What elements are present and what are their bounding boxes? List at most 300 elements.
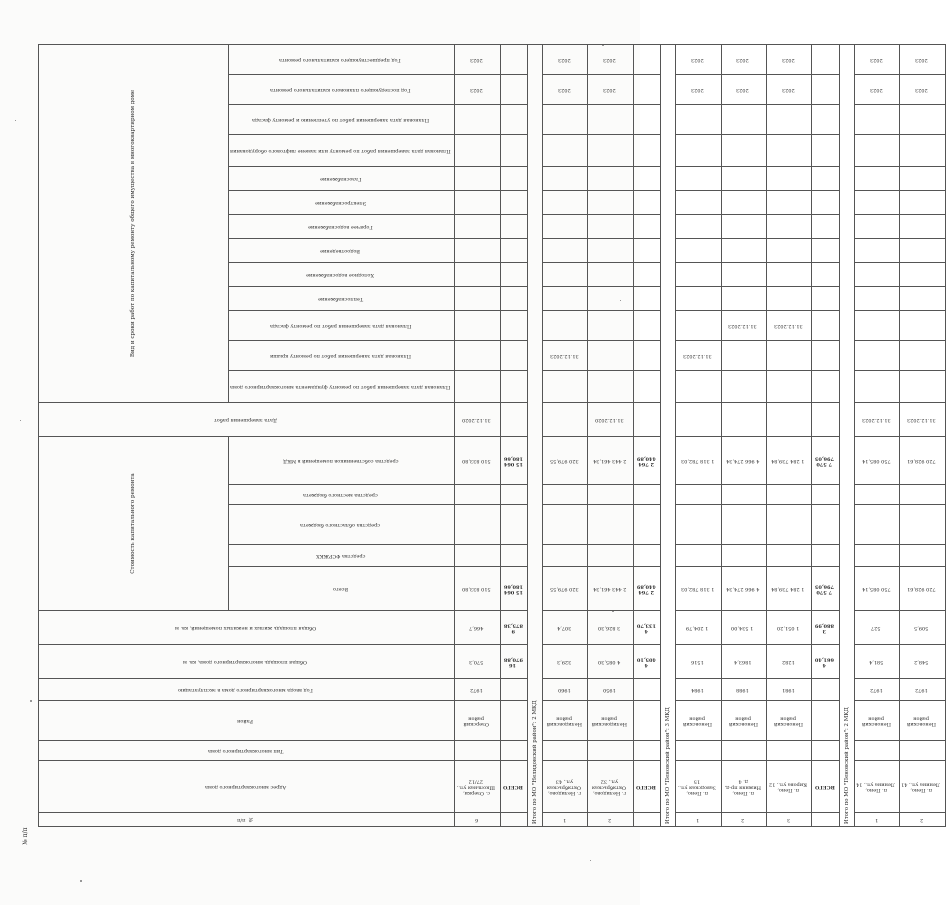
cell-living — [500, 611, 527, 645]
cell-s1 — [900, 286, 945, 310]
cell-w4 — [676, 134, 721, 166]
cell-no — [455, 813, 500, 827]
cell-s1 — [767, 286, 812, 310]
cell-facade — [676, 310, 721, 340]
cell-district — [900, 701, 945, 741]
cell-text: 1 534,00 — [731, 625, 754, 632]
col-cost-group: Стоимость капитального ремонта — [130, 473, 137, 574]
cell-text: 1 051,20 — [776, 625, 800, 632]
cell-y2 — [767, 44, 812, 74]
col-district: Район — [237, 718, 254, 725]
cell-roof — [633, 340, 660, 370]
col-s1: Теплоснабжение — [317, 296, 363, 303]
cell-no — [676, 813, 721, 827]
cell-text: ВСЕГО — [814, 784, 835, 791]
cell-w1 — [500, 370, 527, 402]
cell-s5 — [854, 190, 899, 214]
cell-text: 15 064 180,66 — [502, 455, 523, 468]
cell-done — [500, 402, 527, 436]
cell-facade — [633, 310, 660, 340]
cell-text: 2023 — [914, 87, 928, 94]
cell-w5 — [900, 104, 945, 134]
cell-w5 — [542, 104, 587, 134]
cell-owners — [721, 436, 766, 484]
cell-text: 548,2 — [914, 659, 929, 666]
cell-text: 31.12.2023 — [682, 353, 712, 360]
cell-s1 — [588, 286, 633, 310]
cell-text: 31.12.2023 — [906, 417, 936, 424]
col-fund: средства ФСРЖКХ — [315, 553, 366, 560]
cell-s6 — [676, 166, 721, 190]
cell-text: 1 284 739,84 — [771, 586, 805, 593]
cell-text: 2 443 461,34 — [592, 586, 627, 593]
cell-local — [676, 485, 721, 505]
cell-w5 — [500, 104, 527, 134]
cell-y2 — [676, 44, 721, 74]
cell-owners — [676, 436, 721, 484]
cell-text: 510 833,80 — [461, 458, 491, 465]
cell-s1 — [676, 286, 721, 310]
cell-y2 — [900, 44, 945, 74]
cell-w5 — [588, 104, 633, 134]
cell-s2 — [900, 262, 945, 286]
cell-text: 31.12.2023 — [549, 353, 579, 360]
cell-done — [721, 402, 766, 436]
cell-s1 — [542, 286, 587, 310]
cell-regional — [721, 505, 766, 545]
cell-address — [721, 761, 766, 813]
cell-y2 — [633, 44, 660, 74]
capital-repair-table — [38, 44, 946, 827]
cell-text: 16 970,88 — [502, 656, 523, 669]
cell-total — [767, 645, 812, 679]
cell-address — [900, 761, 945, 813]
cell-roof — [767, 340, 812, 370]
cell-cost — [900, 567, 945, 611]
cell-roof — [721, 340, 766, 370]
cell-w1 — [721, 370, 766, 402]
cell-owners — [900, 436, 945, 484]
col-living-area: Общая площадь жилых и нежилых помещений, кв. м — [174, 625, 316, 632]
cell-s2 — [542, 262, 587, 286]
cell-text: 329,3 — [556, 659, 572, 666]
cell-text: Нелидовский район — [591, 715, 628, 728]
cell-regional — [633, 505, 660, 545]
cell-s5 — [900, 190, 945, 214]
col-w5: Плановая дата завершения работ по утеплению и ремонту фасада — [251, 117, 429, 124]
cell-text: 7 570 796,05 — [814, 583, 835, 596]
cell-s3 — [900, 238, 945, 262]
cell-type — [633, 741, 660, 761]
cell-text: п. Пено, Заводская ул., 15 — [678, 778, 717, 797]
cell-s5 — [812, 190, 839, 214]
cell-text: 4 661,40 — [814, 656, 835, 669]
cell-fund — [854, 545, 899, 567]
cell-s6 — [633, 166, 660, 190]
cell-living — [588, 611, 633, 645]
page-number-label: № п/п — [22, 827, 29, 845]
cell-s5 — [500, 190, 527, 214]
cell-district — [542, 701, 587, 741]
cell-cost — [721, 567, 766, 611]
cell-text: 31.12.2023 — [773, 323, 803, 330]
cell-s6 — [721, 166, 766, 190]
cell-address — [767, 761, 812, 813]
cell-text: 1972 — [469, 687, 483, 694]
cell-text: 2023 — [690, 87, 704, 94]
cell-s2 — [455, 262, 500, 286]
cell-text: ВСЕГО — [502, 784, 523, 791]
cell-facade — [455, 310, 500, 340]
col-completion: Дата завершения работ — [213, 417, 277, 424]
cell-fund — [900, 545, 945, 567]
cell-text: 4 966 274,34 — [725, 458, 760, 465]
col-s6: Газоснабжение — [319, 176, 361, 183]
cell-text: 2023 — [781, 57, 795, 64]
cell-text: 510 833,80 — [461, 586, 491, 593]
cell-type — [500, 741, 527, 761]
cell-w1 — [767, 370, 812, 402]
cell-district — [455, 701, 500, 741]
cell-living — [812, 611, 839, 645]
cell-type — [455, 741, 500, 761]
cell-fund — [767, 545, 812, 567]
cell-s3 — [542, 238, 587, 262]
table-row — [588, 44, 633, 826]
group-label: Итого по МО "Нелидовский район": 2 МКД — [527, 44, 542, 826]
cell-no — [721, 813, 766, 827]
cell-total — [900, 645, 945, 679]
cell-fund — [633, 545, 660, 567]
cell-year — [900, 679, 945, 701]
cell-y1 — [633, 74, 660, 104]
cell-no — [542, 813, 587, 827]
cell-fund — [542, 545, 587, 567]
table-row — [676, 44, 721, 826]
cell-y1 — [676, 74, 721, 104]
cell-facade — [854, 310, 899, 340]
col-w1: Плановая дата завершения работ по ремонту фундамента многоквартирного дома — [230, 384, 451, 391]
cell-text: 3 826,30 — [598, 625, 621, 632]
col-cost-total: Всего — [332, 586, 348, 593]
cell-s5 — [721, 190, 766, 214]
cell-facade — [812, 310, 839, 340]
cell-text: с. Озерки, Школьная ул., 27/12 — [457, 778, 496, 797]
cell-y2 — [721, 44, 766, 74]
cell-w4 — [812, 134, 839, 166]
cell-s3 — [812, 238, 839, 262]
cell-address — [588, 761, 633, 813]
cell-roof — [812, 340, 839, 370]
cell-owners — [854, 436, 899, 484]
cell-no — [854, 813, 899, 827]
cell-s4 — [588, 214, 633, 238]
cell-local — [767, 485, 812, 505]
cell-s1 — [721, 286, 766, 310]
cell-text: 2 — [608, 817, 612, 824]
cell-w4 — [633, 134, 660, 166]
total-row — [633, 44, 660, 826]
cell-w4 — [900, 134, 945, 166]
cell-s6 — [812, 166, 839, 190]
cell-w1 — [900, 370, 945, 402]
cell-text: 750 085,14 — [861, 458, 891, 465]
cell-regional — [676, 505, 721, 545]
cell-text: г. Нелидово, Октябрьская ул., 32 — [592, 778, 627, 797]
cell-address — [676, 761, 721, 813]
cell-s1 — [455, 286, 500, 310]
cell-owners — [588, 436, 633, 484]
cell-text: 7 570 796,05 — [814, 455, 835, 468]
cell-w4 — [455, 134, 500, 166]
cell-w5 — [455, 104, 500, 134]
cell-text: 1981 — [781, 687, 795, 694]
cell-w5 — [721, 104, 766, 134]
cell-s6 — [542, 166, 587, 190]
cell-local — [500, 485, 527, 505]
cell-total — [500, 645, 527, 679]
cell-cost — [854, 567, 899, 611]
cell-text: Озерский район — [463, 715, 489, 728]
cell-living — [633, 611, 660, 645]
cell-facade — [542, 310, 587, 340]
cell-w5 — [633, 104, 660, 134]
cell-y2 — [455, 44, 500, 74]
cell-text: 1282 — [781, 659, 795, 666]
cell-y1 — [455, 74, 500, 104]
cell-text: 320 979,55 — [549, 586, 579, 593]
col-types-group: Вид и сроки работ по капитальному ремонту общего имущества в многоквартирном доме — [130, 89, 137, 358]
cell-y2 — [854, 44, 899, 74]
cell-w4 — [721, 134, 766, 166]
cell-text: 1 204,79 — [686, 625, 709, 632]
cell-text: Пеновский район — [728, 715, 758, 728]
cell-cost — [588, 567, 633, 611]
cell-total — [588, 645, 633, 679]
cell-year — [854, 679, 899, 701]
cell-s4 — [812, 214, 839, 238]
cell-text: 2023 — [869, 87, 883, 94]
col-w6: Год последующего планового капитального ремонта — [270, 87, 411, 94]
cell-fund — [588, 545, 633, 567]
cell-text: 15 064 180,66 — [502, 583, 523, 596]
cell-text: 509,5 — [914, 625, 929, 632]
cell-text: 9 875,38 — [502, 622, 523, 635]
cell-address — [633, 761, 660, 813]
cell-s3 — [588, 238, 633, 262]
table-row — [767, 44, 812, 826]
cell-local — [633, 485, 660, 505]
cell-text: 2023 — [602, 57, 616, 64]
cell-done — [900, 402, 945, 436]
cell-regional — [812, 505, 839, 545]
cell-year — [633, 679, 660, 701]
cell-type — [854, 741, 899, 761]
cell-text: 750 085,14 — [861, 586, 891, 593]
cell-y2 — [500, 44, 527, 74]
cell-text: 6 — [474, 817, 479, 824]
table-row — [455, 44, 500, 826]
cell-text: 1972 — [914, 687, 928, 694]
cell-text: Пеновский район — [861, 715, 891, 728]
cell-s6 — [767, 166, 812, 190]
cell-cost — [812, 567, 839, 611]
cell-address — [500, 761, 527, 813]
cell-s3 — [721, 238, 766, 262]
cell-w5 — [676, 104, 721, 134]
cell-text: 2023 — [914, 57, 928, 64]
group-row — [527, 44, 542, 826]
cell-s1 — [633, 286, 660, 310]
cell-s1 — [854, 286, 899, 310]
cell-w5 — [767, 104, 812, 134]
cell-w4 — [542, 134, 587, 166]
cell-text: 2023 — [781, 87, 795, 94]
cell-w4 — [588, 134, 633, 166]
cell-regional — [767, 505, 812, 545]
cell-cost — [676, 567, 721, 611]
cell-district — [767, 701, 812, 741]
col-total-area: Общая площадь многоквартирного дома, кв. м — [183, 659, 308, 666]
cell-local — [812, 485, 839, 505]
cell-text: п. Пено, Ленина ул., 41 — [901, 781, 941, 794]
cell-w1 — [633, 370, 660, 402]
cell-done — [767, 402, 812, 436]
cell-cost — [542, 567, 587, 611]
cell-roof — [900, 340, 945, 370]
cell-s4 — [500, 214, 527, 238]
cell-address — [812, 761, 839, 813]
cell-y2 — [812, 44, 839, 74]
cell-s6 — [455, 166, 500, 190]
cell-type — [721, 741, 766, 761]
cell-regional — [854, 505, 899, 545]
cell-s3 — [676, 238, 721, 262]
cell-s2 — [588, 262, 633, 286]
cell-text: 3 — [786, 817, 791, 824]
cell-s5 — [588, 190, 633, 214]
cell-s3 — [633, 238, 660, 262]
cell-s4 — [767, 214, 812, 238]
cell-text: 307,4 — [556, 625, 572, 632]
cell-district — [633, 701, 660, 741]
cell-type — [812, 741, 839, 761]
cell-facade — [900, 310, 945, 340]
cell-text: 1984 — [690, 687, 704, 694]
cell-text: 1 — [562, 817, 566, 824]
cell-roof — [500, 340, 527, 370]
cell-w4 — [500, 134, 527, 166]
cell-text: Пеновский район — [906, 715, 936, 728]
cell-type — [542, 741, 587, 761]
cell-s2 — [633, 262, 660, 286]
cell-text: 1950 — [602, 687, 616, 694]
cell-text: 2023 — [869, 57, 883, 64]
cell-s4 — [633, 214, 660, 238]
cell-text: 2023 — [469, 87, 483, 94]
cell-owners — [812, 436, 839, 484]
cell-owners — [633, 436, 660, 484]
cell-s1 — [812, 286, 839, 310]
cell-no — [767, 813, 812, 827]
cell-regional — [500, 505, 527, 545]
cell-regional — [900, 505, 945, 545]
cell-district — [854, 701, 899, 741]
cell-s4 — [721, 214, 766, 238]
cell-text: 2023 — [469, 57, 483, 64]
col-owners: средства собственников помещений в МКД — [282, 458, 399, 465]
cell-local — [588, 485, 633, 505]
cell-s3 — [455, 238, 500, 262]
cell-total — [854, 645, 899, 679]
cell-local — [900, 485, 945, 505]
cell-text: 1988 — [736, 687, 749, 694]
cell-local — [455, 485, 500, 505]
cell-text: 31.12.2023 — [861, 417, 891, 424]
cell-living — [900, 611, 945, 645]
col-w3: Плановая дата завершения работ по ремонту фасада — [269, 323, 412, 330]
cell-fund — [500, 545, 527, 567]
cell-w5 — [854, 104, 899, 134]
col-address: Адрес многоквартирного дома — [204, 784, 286, 791]
cell-local — [854, 485, 899, 505]
col-year: Год ввода многоквартирного дома в эксплуатацию — [177, 687, 313, 694]
cell-text: 2023 — [557, 57, 571, 64]
cell-s2 — [854, 262, 899, 286]
cell-fund — [676, 545, 721, 567]
cell-s4 — [542, 214, 587, 238]
cell-text: 720 928,61 — [906, 586, 936, 593]
cell-total — [812, 645, 839, 679]
cell-s5 — [455, 190, 500, 214]
cell-text: 1863,4 — [733, 659, 752, 666]
cell-roof — [455, 340, 500, 370]
col-s2: Холодное водоснабжение — [306, 272, 375, 279]
cell-text: 570,3 — [468, 659, 484, 666]
cell-y1 — [721, 74, 766, 104]
cell-district — [812, 701, 839, 741]
cell-s5 — [633, 190, 660, 214]
cell-facade — [721, 310, 766, 340]
cell-s2 — [767, 262, 812, 286]
cell-text: 3 880,99 — [814, 622, 835, 635]
cell-s5 — [767, 190, 812, 214]
cell-text: п. Пено, Нижняя пр-д, д. 4 — [724, 778, 761, 797]
cell-living — [542, 611, 587, 645]
total-row — [500, 44, 527, 826]
col-s5: Электроснабжение — [314, 200, 367, 207]
cell-cost — [767, 567, 812, 611]
cell-text: 466,7 — [468, 625, 484, 632]
cell-s4 — [854, 214, 899, 238]
cell-text: 2 764 440,89 — [636, 455, 656, 468]
table-body — [455, 44, 946, 826]
cell-no — [812, 813, 839, 827]
cell-facade — [767, 310, 812, 340]
cell-text: 4 085,30 — [598, 659, 621, 666]
cell-living — [767, 611, 812, 645]
cell-roof — [676, 340, 721, 370]
cell-text: 1516 — [690, 659, 704, 666]
cell-s2 — [676, 262, 721, 286]
cell-owners — [500, 436, 527, 484]
cell-facade — [500, 310, 527, 340]
cell-year — [812, 679, 839, 701]
cell-w4 — [854, 134, 899, 166]
cell-text: 2023 — [690, 57, 704, 64]
cell-text: 1 — [874, 817, 878, 824]
cell-w1 — [542, 370, 587, 402]
